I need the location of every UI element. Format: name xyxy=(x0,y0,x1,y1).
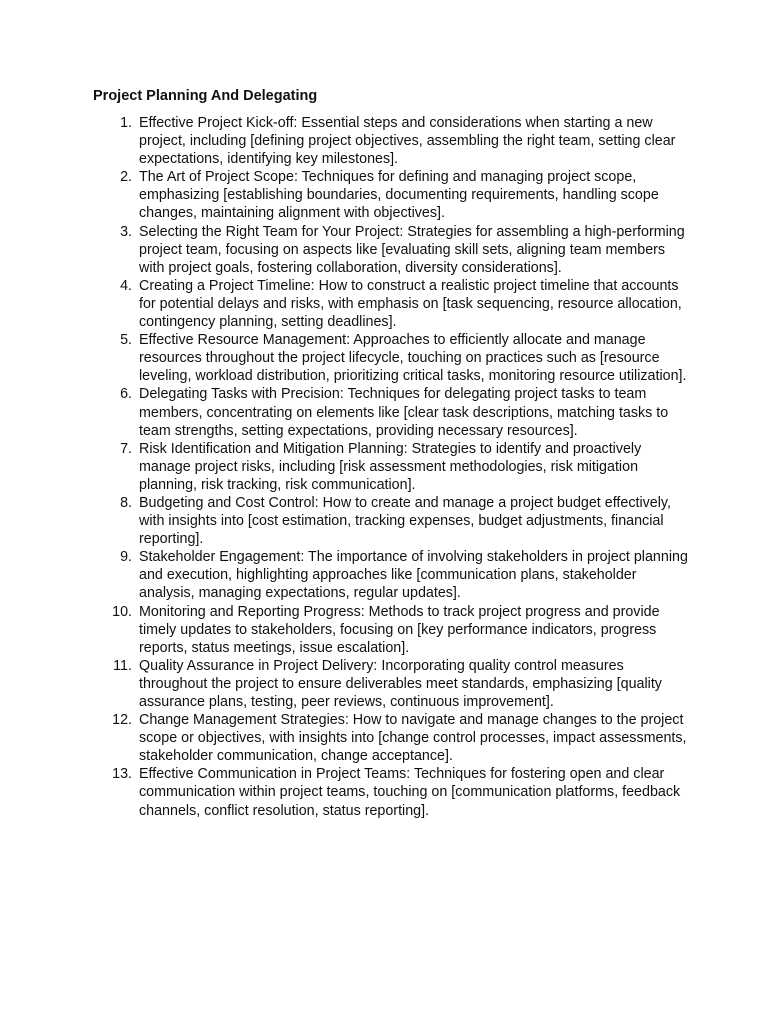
list-item xyxy=(92,440,692,494)
list-item-text: Delegating Tasks with Precision: Techniques for delegating project tasks to team members, concentrating on elements like [clear task descriptions, matching tasks to team strengths, setting expectations, providing necessary resources]. xyxy=(139,386,669,439)
list-item-number: 12. xyxy=(112,712,132,729)
list-item xyxy=(92,385,692,439)
list-item-number: 5. xyxy=(120,332,132,349)
list-item-text: Creating a Project Timeline: How to construct a realistic project timeline that accounts for potential delays and risks, with emphasis on [task sequencing, resource allocation, contingency planning, setting deadlines]. xyxy=(139,277,682,331)
list-item xyxy=(92,494,692,548)
list-item-number: 10. xyxy=(112,603,132,620)
list-item xyxy=(92,331,692,385)
list-item xyxy=(92,603,692,657)
list-item-number: 11. xyxy=(113,657,132,674)
list-item xyxy=(92,711,692,765)
list-item-text: Effective Communication in Project Teams: Techniques for fostering open and clear communication within project teams, touching on [communication platforms, feedback channels, conflict resolution, status reporting]. xyxy=(139,766,681,819)
list-item xyxy=(92,168,692,222)
list-item-number: 13. xyxy=(112,766,132,783)
list-item-number: 9. xyxy=(120,549,132,566)
list-item-text: Effective Resource Management: Approaches to efficiently allocate and manage resources throughout the project lifecycle, touching on practices such as [resource leveling, workload distribution, prioritizing critical tasks, monitoring resource utilization]. xyxy=(139,332,687,385)
list-item-text: Risk Identification and Mitigation Planning: Strategies to identify and proactively manage project risks, including [risk assessment methodologies, risk mitigation planning, risk tracking, risk communication]. xyxy=(139,440,642,493)
list-item xyxy=(92,277,692,331)
list-item-number: 7. xyxy=(120,440,132,457)
list-item xyxy=(92,223,692,277)
list-item xyxy=(92,657,692,711)
list-item-text: Quality Assurance in Project Delivery: Incorporating quality control measures throughout the project to ensure deliverables meet standards, emphasizing [quality assurance plans, testing, peer reviews, continuous improvement]. xyxy=(139,657,662,710)
list-item xyxy=(92,765,692,819)
list-item-number: 4. xyxy=(120,277,132,294)
list-item-text: Monitoring and Reporting Progress: Methods to track project progress and provide timely updates to stakeholders, focusing on [key performance indicators, progress reports, status meetings, issue escalation]. xyxy=(139,603,660,656)
list-item-text: The Art of Project Scope: Techniques for defining and managing project scope, emphasizing [establishing boundaries, documenting requirements, handling scope changes, maintaining alignment with objectives]. xyxy=(139,169,659,222)
list-item-text: Selecting the Right Team for Your Project: Strategies for assembling a high-performing project team, focusing on aspects like [evaluating skill sets, aligning team members with project goals, fostering collaboration, diversity considerations]. xyxy=(139,223,685,276)
list-item-text: Change Management Strategies: How to navigate and manage changes to the project scope or objectives, with insights into [change control processes, impact assessments, stakeholder communication, change acceptance]. xyxy=(139,712,687,765)
list-item-number: 6. xyxy=(120,386,132,403)
list-item-number: 1. xyxy=(120,115,132,131)
list-item-text: Budgeting and Cost Control: How to create and manage a project budget effectively, with insights into [cost estimation, tracking expenses, budget adjustments, financial reporting]. xyxy=(139,494,671,548)
list-item-number: 3. xyxy=(120,223,132,240)
list-item-number: 8. xyxy=(120,494,132,511)
topic-list xyxy=(92,114,692,820)
list-item-text: Effective Project Kick-off: Essential steps and considerations when starting a new project, including [defining project objectives, assembling the right team, setting clear expectations, identifying key milestones]. xyxy=(139,115,676,168)
list-item xyxy=(92,114,692,168)
list-item xyxy=(92,548,692,602)
list-item-number: 2. xyxy=(120,169,132,186)
document-title: Project Planning And Delegating xyxy=(93,88,318,104)
list-item-text: Stakeholder Engagement: The importance of involving stakeholders in project planning and execution, highlighting approaches like [communication plans, stakeholder analysis, managing expectations, regular updates]. xyxy=(139,549,688,602)
